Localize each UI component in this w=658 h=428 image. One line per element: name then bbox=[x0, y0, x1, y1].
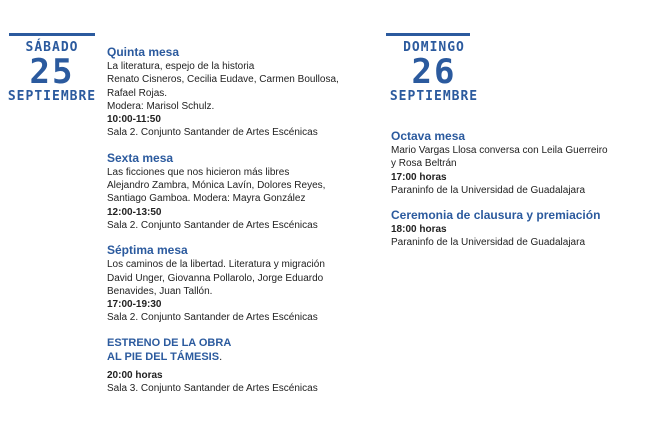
event-title: Séptima mesa bbox=[107, 243, 188, 258]
day-month: SEPTIEMBRE bbox=[7, 89, 97, 104]
event-venue: Paraninfo de la Universidad de Guadalajara bbox=[391, 237, 586, 249]
event-participants: Santiago Gamboa. Modera: Mayra González bbox=[107, 193, 306, 205]
day-name: SÁBADO bbox=[25, 40, 79, 55]
day-header-domingo bbox=[386, 33, 482, 104]
day-number: 25 bbox=[29, 52, 75, 92]
event-participants: Benavides, Juan Tallón. bbox=[107, 285, 213, 297]
event-sexta-mesa bbox=[107, 151, 372, 232]
event-title: Ceremonia de clausura y premiación bbox=[391, 208, 601, 223]
title-suffix: . bbox=[219, 350, 223, 363]
event-time: 17:00 horas bbox=[391, 171, 447, 183]
event-venue: Sala 2. Conjunto Santander de Artes Escénicas bbox=[107, 127, 318, 139]
event-venue: Sala 2. Conjunto Santander de Artes Escénicas bbox=[107, 219, 318, 231]
event-participants: y Rosa Beltrán bbox=[391, 158, 457, 170]
event-title: Sexta mesa bbox=[107, 150, 174, 165]
events-sabado bbox=[107, 45, 372, 406]
event-time: 12:00-13:50 bbox=[107, 206, 162, 218]
event-time: 20:00 horas bbox=[107, 369, 163, 381]
day-name: DOMINGO bbox=[403, 40, 465, 55]
divider bbox=[9, 33, 95, 36]
event-title: ESTRENO DE LA OBRA bbox=[107, 336, 232, 349]
event-participants: Alejandro Zambra, Mónica Lavín, Dolores Reyes, bbox=[107, 180, 326, 192]
event-time: 17:00-19:30 bbox=[107, 299, 162, 311]
event-participants: Mario Vargas Llosa conversa con Leila Guerreiro bbox=[391, 145, 608, 156]
event-participants: Rafael Rojas. bbox=[107, 87, 168, 99]
event-time: 10:00-11:50 bbox=[107, 114, 161, 126]
event-ceremonia-clausura bbox=[391, 208, 651, 250]
events-domingo bbox=[391, 129, 651, 261]
day-month: SEPTIEMBRE bbox=[389, 89, 479, 104]
event-title bbox=[107, 350, 372, 364]
event-subtitle: Las ficciones que nos hicieron más libres bbox=[107, 166, 290, 178]
event-venue: Sala 3. Conjunto Santander de Artes Escénicas bbox=[107, 383, 318, 395]
divider bbox=[386, 33, 470, 36]
day-number: 26 bbox=[411, 52, 457, 92]
event-quinta-mesa bbox=[107, 45, 372, 140]
day-header-sabado bbox=[6, 33, 98, 104]
event-subtitle: Los caminos de la libertad. Literatura y migración bbox=[107, 259, 325, 271]
event-participants: Renato Cisneros, Cecilia Eudave, Carmen Boullosa, bbox=[107, 74, 339, 86]
event-title: Octava mesa bbox=[391, 129, 466, 143]
event-octava-mesa bbox=[391, 129, 651, 197]
event-time: 18:00 horas bbox=[391, 224, 447, 236]
play-title: AL PIE DEL TÁMESIS bbox=[107, 350, 220, 363]
event-title: Quinta mesa bbox=[107, 45, 180, 59]
event-septima-mesa bbox=[107, 243, 372, 324]
event-venue: Paraninfo de la Universidad de Guadalajara bbox=[391, 184, 586, 196]
event-participants: David Unger, Giovanna Pollarolo, Jorge Eduardo bbox=[107, 272, 324, 284]
event-subtitle: La literatura, espejo de la historia bbox=[107, 61, 255, 72]
event-venue: Sala 2. Conjunto Santander de Artes Escénicas bbox=[107, 312, 318, 324]
event-moderator: Modera: Marisol Schulz. bbox=[107, 100, 215, 112]
event-estreno-obra bbox=[107, 336, 372, 396]
